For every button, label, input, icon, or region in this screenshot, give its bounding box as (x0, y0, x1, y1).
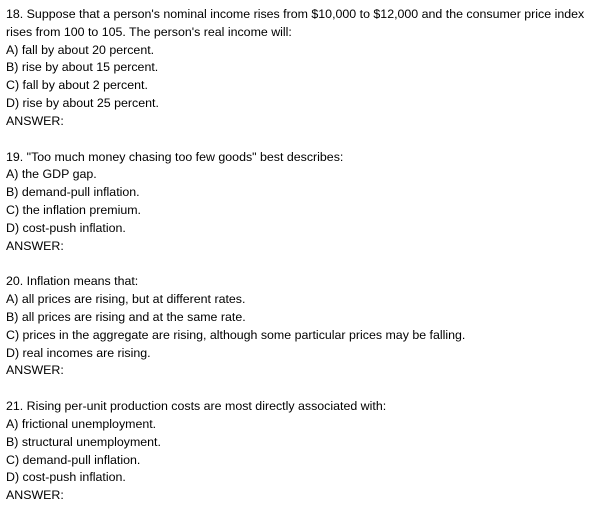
question-19 (6, 149, 602, 256)
question-18 (6, 6, 602, 131)
question-21 (6, 398, 602, 505)
option-c: C) prices in the aggregate are rising, although some particular prices may be falling. (6, 327, 466, 342)
option-a: A) fall by about 20 percent. (6, 42, 155, 57)
answer-label: ANSWER: (6, 238, 64, 253)
question-stem: 19. "Too much money chasing too few goods" best describes: (6, 149, 344, 164)
option-b: B) all prices are rising and at the same rate. (6, 309, 246, 324)
option-b: B) demand-pull inflation. (6, 185, 140, 200)
document-body (6, 6, 602, 523)
option-b: B) rise by about 15 percent. (6, 60, 159, 75)
question-stem: 20. Inflation means that: (6, 274, 139, 289)
option-d: D) cost-push inflation. (6, 470, 126, 485)
option-a: A) all prices are rising, but at different rates. (6, 292, 246, 307)
option-a: A) the GDP gap. (6, 167, 97, 182)
option-d: D) real incomes are rising. (6, 345, 151, 360)
option-c: C) fall by about 2 percent. (6, 78, 148, 93)
option-a: A) frictional unemployment. (6, 416, 157, 431)
option-c: C) demand-pull inflation. (6, 452, 141, 467)
question-stem: 18. Suppose that a person's nominal income rises from $10,000 to $12,000 and the consumer price index rises from 100 to 105. The person's real income will: (6, 7, 585, 39)
option-d: D) rise by about 25 percent. (6, 95, 159, 110)
answer-label: ANSWER: (6, 113, 64, 128)
option-b: B) structural unemployment. (6, 434, 161, 449)
option-c: C) the inflation premium. (6, 202, 141, 217)
answer-label: ANSWER: (6, 363, 64, 378)
option-d: D) cost-push inflation. (6, 220, 126, 235)
question-stem: 21. Rising per-unit production costs are most directly associated with: (6, 399, 387, 414)
answer-label: ANSWER: (6, 488, 64, 503)
question-20 (6, 273, 602, 380)
